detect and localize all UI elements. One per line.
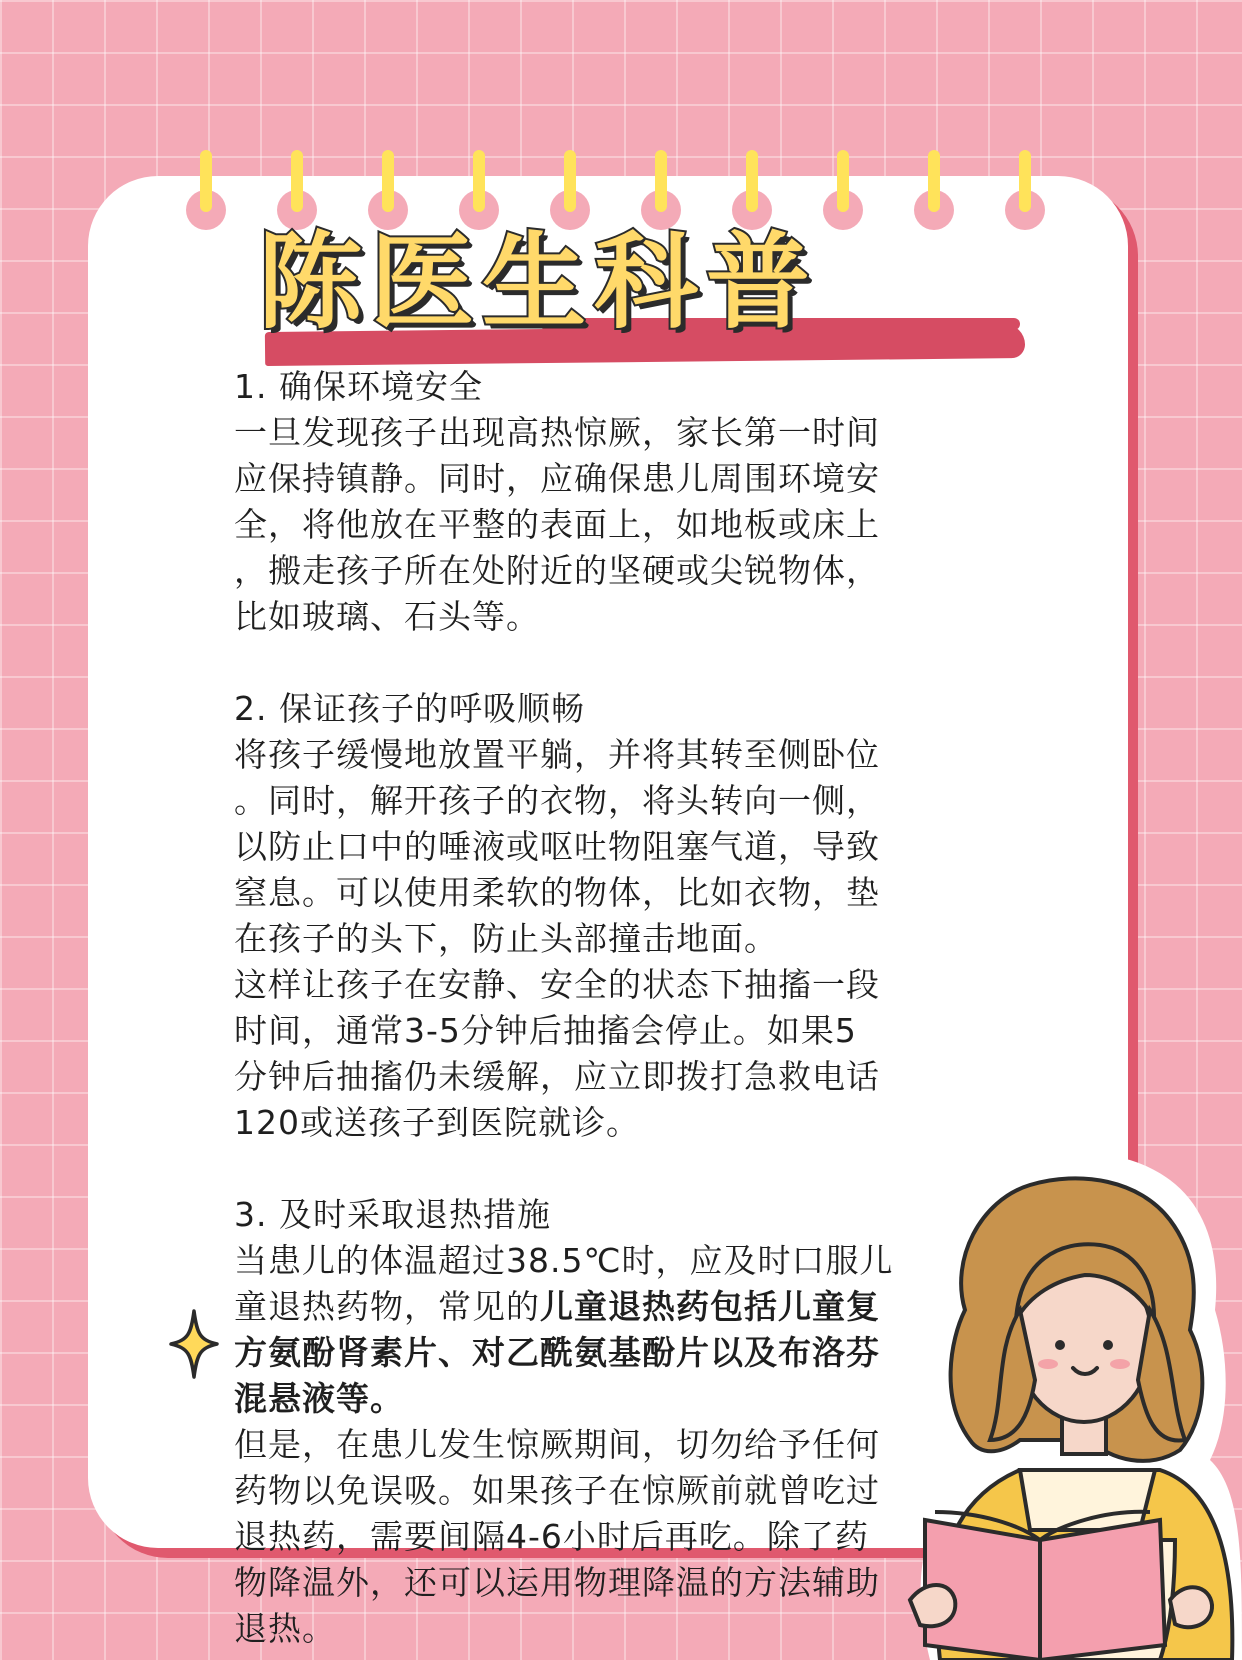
body-line: 分钟后抽搐仍未缓解，应立即拨打急救电话 — [234, 1057, 880, 1096]
body-line: 药物以免误吸。如果孩子在惊厥前就曾吃过 — [234, 1471, 880, 1510]
body-line: 时间，通常3-5分钟后抽搐会停止。如果5 — [234, 1011, 857, 1050]
body-line: 退热药，需要间隔4-6小时后再吃。除了药 — [234, 1517, 869, 1556]
notebook-ring-icon — [641, 150, 681, 230]
body-line — [234, 1330, 974, 1376]
body-line: 退热。 — [234, 1609, 336, 1648]
body-line: 将孩子缓慢地放置平躺，并将其转至侧卧位 — [234, 735, 880, 774]
body-line: 比如玻璃、石头等。 — [234, 597, 540, 636]
body-text-bold: 方氨酚肾素片、对乙酰氨基酚片以及布洛芬 — [234, 1333, 880, 1372]
spacer — [234, 1146, 974, 1192]
body-line: 以防止口中的唾液或呕吐物阻塞气道，导致 — [234, 827, 880, 866]
body-line: 全，将他放在平整的表面上，如地板或床上 — [234, 505, 880, 544]
notebook-ring-icon — [823, 150, 863, 230]
body-line: 这样让孩子在安静、安全的状态下抽搐一段 — [234, 965, 880, 1004]
body-line — [234, 1284, 974, 1330]
page-title: 陈医生科普 — [258, 221, 819, 343]
notebook-ring-icon — [1005, 150, 1045, 230]
notebook-ring-icon — [550, 150, 590, 230]
body-line: 120或送孩子到医院就诊。 — [234, 1103, 640, 1142]
body-line: ，搬走孩子所在处附近的坚硬或尖锐物体， — [234, 551, 880, 590]
title-area — [258, 222, 1058, 372]
notebook-ring-icon — [368, 150, 408, 230]
notebook-ring-icon — [459, 150, 499, 230]
girl-reading-illustration — [870, 1140, 1242, 1660]
body-line: 窒息。可以使用柔软的物体，比如衣物，垫 — [234, 873, 880, 912]
sparkle-icon — [168, 1308, 220, 1380]
body-line: 在孩子的头下，防止头部撞击地面。 — [234, 919, 778, 958]
body-line: 。同时，解开孩子的衣物，将头转向一侧， — [234, 781, 880, 820]
body-line: 一旦发现孩子出现高热惊厥，家长第一时间 — [234, 413, 880, 452]
notebook-ring-icon — [186, 150, 226, 230]
spacer — [234, 640, 974, 686]
body-line: 物降温外，还可以运用物理降温的方法辅助 — [234, 1563, 880, 1602]
notebook-rings — [0, 0, 1242, 240]
body-text-bold: 儿童退热药包括儿童复 — [540, 1287, 880, 1326]
body-line: 但是，在患儿发生惊厥期间，切勿给予任何 — [234, 1425, 880, 1464]
section-heading: 3. 及时采取退热措施 — [234, 1195, 551, 1234]
body-text-bold: 混悬液等。 — [234, 1379, 404, 1418]
notebook-ring-icon — [914, 150, 954, 230]
notebook-ring-icon — [277, 150, 317, 230]
section-heading: 1. 确保环境安全 — [234, 367, 483, 406]
notebook-ring-icon — [732, 150, 772, 230]
section-heading: 2. 保证孩子的呼吸顺畅 — [234, 689, 585, 728]
article-body — [234, 364, 974, 1652]
body-text: 童退热药物，常见的 — [234, 1287, 540, 1326]
body-line: 应保持镇静。同时，应确保患儿周围环境安 — [234, 459, 880, 498]
body-line — [234, 1376, 974, 1422]
body-line: 当患儿的体温超过38.5℃时，应及时口服儿 — [234, 1241, 894, 1280]
